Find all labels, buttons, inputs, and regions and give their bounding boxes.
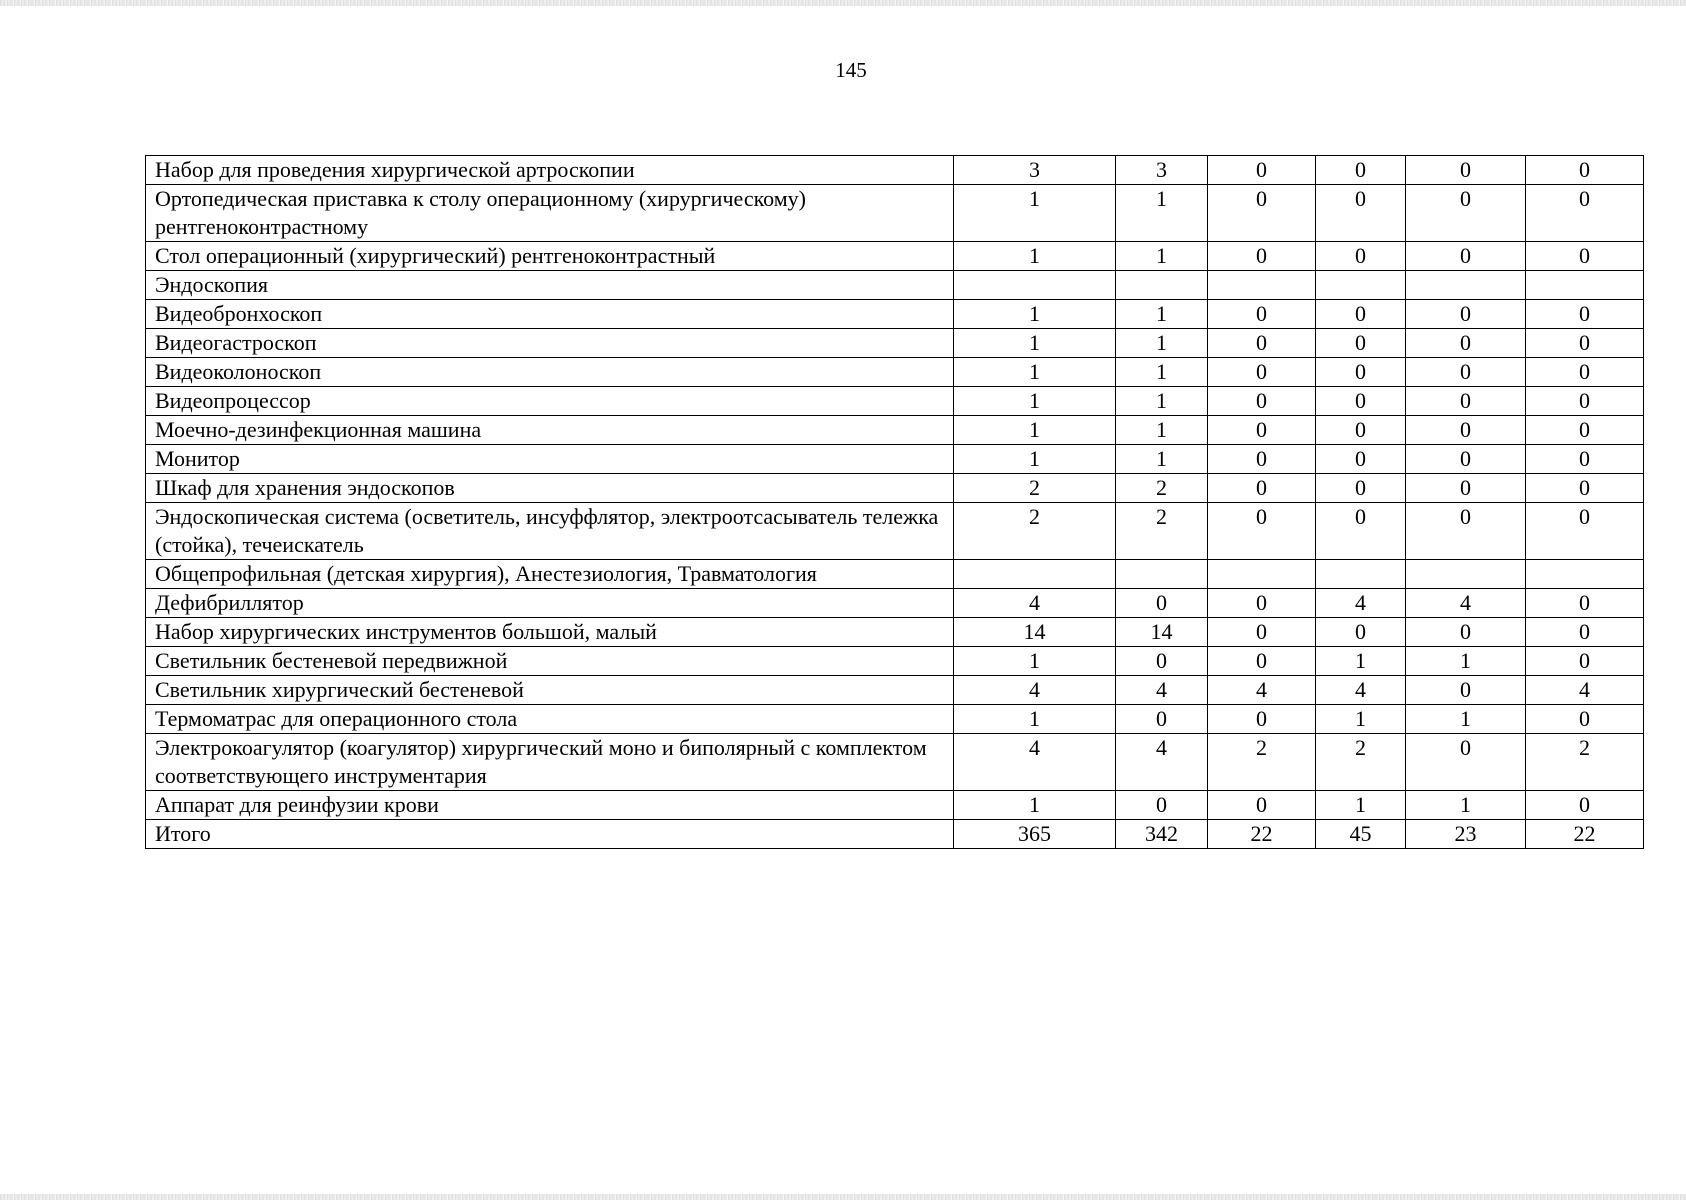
row-value: 1 — [1116, 329, 1208, 358]
row-value: 0 — [1526, 416, 1644, 445]
row-value — [1208, 560, 1316, 589]
row-value: 1 — [954, 647, 1116, 676]
row-value: 0 — [1526, 445, 1644, 474]
page-number: 145 — [835, 58, 867, 82]
row-value: 1 — [954, 387, 1116, 416]
row-value: 0 — [1406, 416, 1526, 445]
row-label: Дефибриллятор — [146, 589, 954, 618]
row-value: 0 — [1208, 589, 1316, 618]
row-value: 1 — [1406, 647, 1526, 676]
row-value: 0 — [1208, 387, 1316, 416]
row-value: 1 — [954, 185, 1116, 242]
row-value: 0 — [1208, 242, 1316, 271]
row-value: 2 — [1316, 734, 1406, 791]
row-value: 4 — [1116, 734, 1208, 791]
row-value: 0 — [1208, 618, 1316, 647]
row-value: 0 — [1526, 358, 1644, 387]
row-value: 2 — [1526, 734, 1644, 791]
section-row — [146, 271, 1644, 300]
row-value — [1316, 560, 1406, 589]
row-value: 0 — [1526, 329, 1644, 358]
row-label: Эндоскопическая система (осветитель, инсуффлятор, электроотсасыватель тележка (стойка), течеискатель — [146, 503, 954, 560]
row-label: Видеогастроскоп — [146, 329, 954, 358]
table-row — [146, 156, 1644, 185]
row-value: 0 — [1208, 705, 1316, 734]
row-value: 0 — [1116, 791, 1208, 820]
row-value: 0 — [1526, 618, 1644, 647]
row-label: Светильник бестеневой передвижной — [146, 647, 954, 676]
row-value: 0 — [1406, 329, 1526, 358]
row-value: 0 — [1526, 300, 1644, 329]
table-row — [146, 791, 1644, 820]
row-label: Аппарат для реинфузии крови — [146, 791, 954, 820]
row-value: 4 — [954, 734, 1116, 791]
section-label: Общепрофильная (детская хирургия), Анестезиология, Травматология — [146, 560, 954, 589]
row-value: 0 — [1406, 503, 1526, 560]
row-value: 1 — [1316, 647, 1406, 676]
row-value: 0 — [1208, 329, 1316, 358]
row-value: 1 — [954, 705, 1116, 734]
row-value: 14 — [1116, 618, 1208, 647]
row-value: 1 — [954, 242, 1116, 271]
row-value — [1116, 560, 1208, 589]
row-value: 0 — [1406, 445, 1526, 474]
row-value: 2 — [954, 503, 1116, 560]
row-value: 2 — [954, 474, 1116, 503]
row-label: Ортопедическая приставка к столу операционному (хирургическому) рентгеноконтрастному — [146, 185, 954, 242]
row-value: 1 — [954, 416, 1116, 445]
row-value: 0 — [1526, 185, 1644, 242]
row-value: 4 — [1316, 676, 1406, 705]
row-value: 0 — [1316, 503, 1406, 560]
row-value: 3 — [954, 156, 1116, 185]
total-value: 45 — [1316, 820, 1406, 849]
table-row — [146, 445, 1644, 474]
row-value: 1 — [954, 300, 1116, 329]
row-value: 14 — [954, 618, 1116, 647]
row-value: 0 — [1406, 618, 1526, 647]
table-row — [146, 242, 1644, 271]
table-row — [146, 503, 1644, 560]
total-value: 365 — [954, 820, 1116, 849]
scan-edge-bottom — [0, 1194, 1686, 1200]
row-value: 0 — [1316, 618, 1406, 647]
row-value: 1 — [1116, 387, 1208, 416]
row-value: 0 — [1208, 156, 1316, 185]
row-value: 0 — [1208, 647, 1316, 676]
row-value: 0 — [1116, 705, 1208, 734]
row-value — [954, 560, 1116, 589]
total-value: 342 — [1116, 820, 1208, 849]
row-value: 0 — [1526, 156, 1644, 185]
row-label: Электрокоагулятор (коагулятор) хирургический моно и биполярный с комплектом соответствующего инструментария — [146, 734, 954, 791]
table-body — [146, 156, 1644, 849]
row-value: 0 — [1526, 242, 1644, 271]
row-value: 0 — [1116, 647, 1208, 676]
row-value: 0 — [1406, 734, 1526, 791]
row-label: Видеоколоноскоп — [146, 358, 954, 387]
row-value: 3 — [1116, 156, 1208, 185]
row-value: 1 — [1116, 242, 1208, 271]
total-value: 22 — [1526, 820, 1644, 849]
table-row — [146, 618, 1644, 647]
table-row — [146, 329, 1644, 358]
table-row — [146, 589, 1644, 618]
row-value: 1 — [954, 358, 1116, 387]
row-value: 1 — [1406, 705, 1526, 734]
row-value — [1116, 271, 1208, 300]
row-value — [1526, 271, 1644, 300]
table-row — [146, 416, 1644, 445]
row-label: Монитор — [146, 445, 954, 474]
row-value: 0 — [1526, 589, 1644, 618]
row-value: 1 — [1116, 445, 1208, 474]
row-value: 0 — [1208, 300, 1316, 329]
table-row — [146, 185, 1644, 242]
row-value: 0 — [1526, 387, 1644, 416]
row-value — [1316, 271, 1406, 300]
row-value: 1 — [1116, 300, 1208, 329]
row-value: 4 — [1116, 676, 1208, 705]
row-value: 1 — [1316, 705, 1406, 734]
row-value: 0 — [1406, 387, 1526, 416]
row-value: 0 — [1526, 503, 1644, 560]
equipment-table — [145, 155, 1644, 849]
row-value: 0 — [1316, 445, 1406, 474]
table-row — [146, 734, 1644, 791]
section-row — [146, 560, 1644, 589]
row-value: 0 — [1208, 445, 1316, 474]
row-value: 1 — [1116, 416, 1208, 445]
scan-edge-top — [0, 0, 1686, 6]
row-value — [954, 271, 1116, 300]
row-value: 0 — [1208, 358, 1316, 387]
row-value: 0 — [1526, 705, 1644, 734]
row-value: 0 — [1316, 474, 1406, 503]
row-value: 1 — [954, 445, 1116, 474]
table-row — [146, 705, 1644, 734]
row-value: 0 — [1208, 791, 1316, 820]
row-value: 1 — [1116, 358, 1208, 387]
row-value: 0 — [1526, 791, 1644, 820]
row-value: 0 — [1116, 589, 1208, 618]
row-value: 0 — [1316, 156, 1406, 185]
row-value: 4 — [954, 589, 1116, 618]
table-row — [146, 300, 1644, 329]
row-value: 4 — [1208, 676, 1316, 705]
row-label: Видеопроцессор — [146, 387, 954, 416]
total-value: 23 — [1406, 820, 1526, 849]
row-value: 0 — [1406, 474, 1526, 503]
row-value: 4 — [1406, 589, 1526, 618]
row-value — [1406, 560, 1526, 589]
row-value: 4 — [954, 676, 1116, 705]
row-value: 0 — [1526, 647, 1644, 676]
row-value: 0 — [1526, 474, 1644, 503]
row-value: 0 — [1316, 300, 1406, 329]
row-value: 0 — [1316, 387, 1406, 416]
row-value: 0 — [1208, 416, 1316, 445]
row-value: 0 — [1316, 242, 1406, 271]
row-value: 2 — [1208, 734, 1316, 791]
row-label: Моечно-дезинфекционная машина — [146, 416, 954, 445]
row-value: 0 — [1208, 503, 1316, 560]
row-value — [1208, 271, 1316, 300]
row-value: 4 — [1526, 676, 1644, 705]
total-row — [146, 820, 1644, 849]
table-row — [146, 676, 1644, 705]
table-row — [146, 474, 1644, 503]
row-value — [1406, 271, 1526, 300]
row-value: 1 — [1316, 791, 1406, 820]
row-value: 0 — [1316, 416, 1406, 445]
row-value: 0 — [1316, 185, 1406, 242]
row-value: 0 — [1316, 329, 1406, 358]
row-label: Набор хирургических инструментов большой, малый — [146, 618, 954, 647]
row-label: Шкаф для хранения эндоскопов — [146, 474, 954, 503]
table-row — [146, 647, 1644, 676]
total-label: Итого — [146, 820, 954, 849]
row-label: Видеобронхоскоп — [146, 300, 954, 329]
total-value: 22 — [1208, 820, 1316, 849]
row-value — [1526, 560, 1644, 589]
section-label: Эндоскопия — [146, 271, 954, 300]
row-value: 1 — [1406, 791, 1526, 820]
row-label: Стол операционный (хирургический) рентгеноконтрастный — [146, 242, 954, 271]
row-value: 0 — [1316, 358, 1406, 387]
row-value: 0 — [1406, 156, 1526, 185]
row-value: 0 — [1406, 185, 1526, 242]
row-value: 0 — [1208, 185, 1316, 242]
row-value: 4 — [1316, 589, 1406, 618]
table-row — [146, 358, 1644, 387]
row-value: 0 — [1208, 474, 1316, 503]
table-row — [146, 387, 1644, 416]
row-value: 2 — [1116, 503, 1208, 560]
row-label: Набор для проведения хирургической артроскопии — [146, 156, 954, 185]
row-value: 1 — [1116, 185, 1208, 242]
row-value: 0 — [1406, 242, 1526, 271]
row-label: Термоматрас для операционного стола — [146, 705, 954, 734]
row-value: 2 — [1116, 474, 1208, 503]
row-value: 0 — [1406, 676, 1526, 705]
row-value: 1 — [954, 329, 1116, 358]
row-value: 0 — [1406, 358, 1526, 387]
row-value: 0 — [1406, 300, 1526, 329]
row-value: 1 — [954, 791, 1116, 820]
row-label: Светильник хирургический бестеневой — [146, 676, 954, 705]
